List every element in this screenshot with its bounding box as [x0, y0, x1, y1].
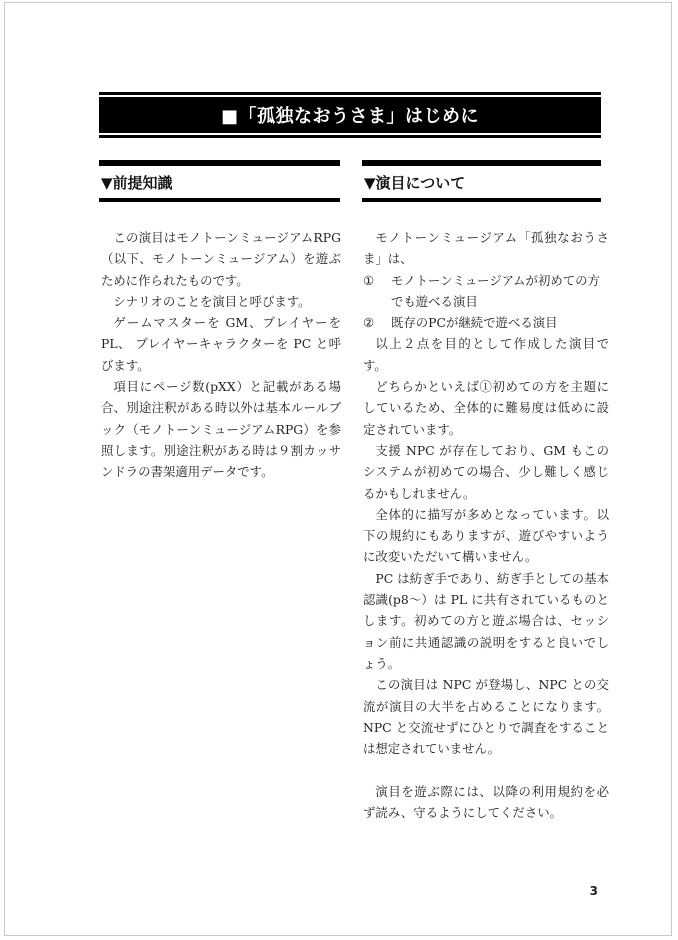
paragraph: どちらかといえば①初めての方を主題にしているため、全体的に難易度は低めに設定されています。 [363, 379, 609, 437]
intro-paragraph: モノトーンミュージアム「孤独なおうさま」は、 [363, 230, 609, 267]
spacer [363, 759, 609, 780]
left-column [101, 227, 341, 483]
paragraph: 全体的に描写が多めとなっています。以下の規約にもありますが、遊びやすいように改変いただいて構いません。 [363, 506, 609, 565]
paragraph: 項目にページ数(pXX）と記載がある場合、別途注釈がある時以外は基本ルールブック（モノトーンミュージアムRPG）を参照します。別途注釈がある時は９割カッサンドラの書架適用データです。 [101, 379, 341, 480]
paragraph: 支援 NPC が存在しており、GM もこのシステムが初めての場合、少し難しく感じるかもしれません。 [363, 442, 609, 501]
section-heading-prerequisites: ▼前提知識 [99, 160, 340, 202]
paragraph: ゲームマスターを GM、プレイヤーを PL、 プレイヤーキャラクターを PC と呼びます。 [101, 315, 341, 373]
paragraph: この演目はモノトーンミュージアムRPG（以下、モノトーンミュージアム）を遊ぶために作られたものです。 [101, 230, 341, 288]
right-column [363, 227, 609, 823]
list-item [363, 270, 609, 313]
closing-paragraph: 演目を遊ぶ際には、以降の利用規約を必ず読み、守るようにしてください。 [363, 783, 609, 821]
paragraph: 以上２点を目的として作成した演目です。 [363, 336, 609, 373]
paragraph: この演目は NPC が登場し、NPC との交流が演目の大半を占めることになります。NPC と交流せずにひとりで調査をすることは想定されていません。 [363, 677, 609, 757]
list-item [363, 312, 609, 333]
paragraph: PC は紡ぎ手であり、紡ぎ手としての基本認識(p8～）は PL に共有されているものとします。初めての方と遊ぶ場合は、セッション前に共通認識の説明をすると良いでしょう。 [363, 570, 609, 671]
list-item-text: モノトーンミュージアムが初めての方でも遊べる演目 [391, 272, 600, 309]
title-banner-inner [99, 95, 601, 135]
list-item-number: ① [363, 272, 375, 288]
paragraph: シナリオのことを演目と呼びます。 [113, 293, 311, 309]
section-heading-about-scenario: ▼演目について [362, 160, 601, 202]
title-banner [99, 92, 601, 138]
list-item-number: ② [363, 315, 375, 331]
page-number: 3 [589, 884, 598, 898]
list-item-text: 既存のPCが継続で遊べる演目 [391, 315, 558, 331]
page-title: ■「孤独なおうさま」はじめに [220, 106, 479, 127]
